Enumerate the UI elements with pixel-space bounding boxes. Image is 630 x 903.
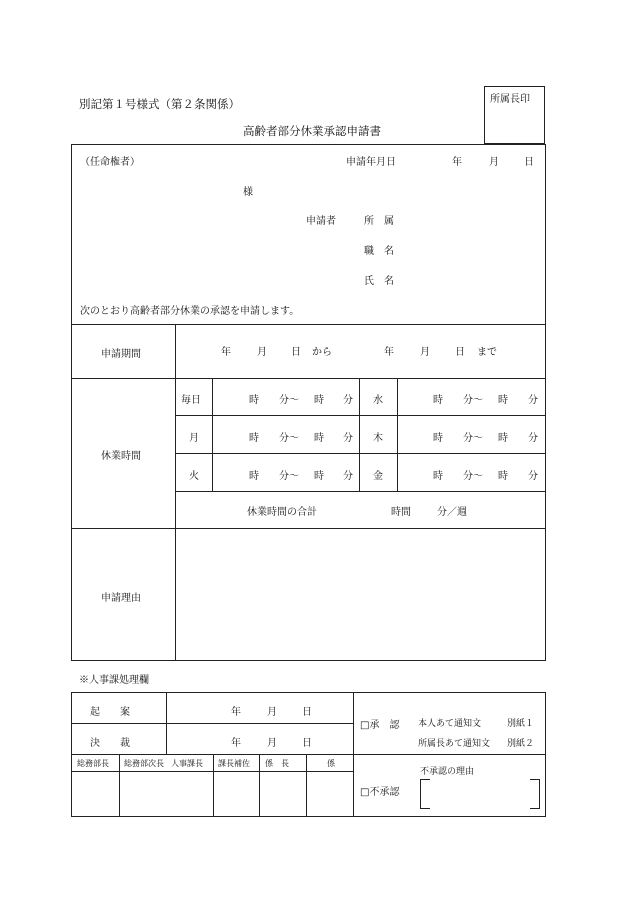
hours-label: 休業時間 <box>101 451 141 462</box>
date-label: 申請年月日 <box>346 157 396 168</box>
minute-to-unit: 分～ <box>279 433 299 444</box>
hour-unit: 時 <box>433 433 443 444</box>
total-per-week-unit: 分／週 <box>437 507 467 518</box>
divider <box>306 754 307 817</box>
hour-unit: 時 <box>498 395 508 406</box>
divider <box>71 754 546 755</box>
form-number: 別記第１号様式（第２条関係） <box>79 97 240 111</box>
honorific: 様 <box>243 187 253 198</box>
divider <box>71 771 353 772</box>
stamp-label: 所属長印 <box>490 94 530 105</box>
attachment-1: 別紙１ <box>507 719 535 729</box>
draft-month: 月 <box>267 707 277 718</box>
divider <box>71 723 353 724</box>
decision-label: 決 裁 <box>90 738 130 749</box>
period-start-year: 年 <box>221 347 231 358</box>
hour-unit: 時 <box>433 395 443 406</box>
divider <box>175 491 546 492</box>
period-end-year: 年 <box>384 347 394 358</box>
reason-label: 申請理由 <box>101 593 141 604</box>
decision-year: 年 <box>231 738 241 749</box>
minute-to-unit: 分～ <box>279 471 299 482</box>
divider <box>359 378 360 491</box>
approver-assistant-chief: 課長補佐 <box>218 759 250 768</box>
stamp-box <box>484 86 545 144</box>
approve-checkbox[interactable]: □承 認 <box>360 720 400 731</box>
approver-deputy-manager: 総務部次長 <box>124 759 164 768</box>
minute-unit: 分 <box>528 395 538 406</box>
approver-general-manager: 総務部長 <box>77 759 109 768</box>
day-friday: 金 <box>373 471 383 482</box>
divider <box>213 754 214 817</box>
reason-bracket-right <box>530 779 540 809</box>
date-day: 日 <box>524 157 534 168</box>
minute-unit: 分 <box>343 433 353 444</box>
disapprove-reason-label: 不承認の理由 <box>420 767 475 777</box>
page-title: 高齢者部分休業承認申請書 <box>243 124 381 138</box>
approver-hr-chief: 人事課長 <box>171 759 203 768</box>
period-start-month: 月 <box>257 347 267 358</box>
hour-unit: 時 <box>249 395 259 406</box>
divider <box>175 415 546 416</box>
reason-bracket-left <box>420 779 430 809</box>
divider <box>119 754 120 817</box>
period-start-day: 日 <box>291 347 301 358</box>
divider <box>71 324 546 325</box>
decision-day: 日 <box>302 738 312 749</box>
minute-unit: 分 <box>343 471 353 482</box>
date-month: 月 <box>489 157 499 168</box>
notice-head: 所属長あて通知文 <box>418 739 491 749</box>
period-until: まで <box>477 347 497 358</box>
draft-day: 日 <box>302 707 312 718</box>
hour-unit: 時 <box>498 433 508 444</box>
divider <box>175 453 546 454</box>
hour-unit: 時 <box>249 433 259 444</box>
hour-unit: 時 <box>249 471 259 482</box>
period-end-month: 月 <box>420 347 430 358</box>
day-monday: 月 <box>189 433 199 444</box>
minute-to-unit: 分～ <box>463 395 483 406</box>
applicant-label: 申請者 <box>306 216 336 227</box>
minute-unit: 分 <box>343 395 353 406</box>
hour-unit: 時 <box>498 471 508 482</box>
hr-section-label: ※人事課処理欄 <box>79 675 149 686</box>
request-statement: 次のとおり高齢者部分休業の承認を申請します。 <box>80 306 300 317</box>
day-wednesday: 水 <box>373 395 383 406</box>
draft-label: 起 案 <box>90 707 130 718</box>
day-thursday: 木 <box>373 433 383 444</box>
decision-month: 月 <box>267 738 277 749</box>
notice-self: 本人あて通知文 <box>418 719 482 729</box>
hour-unit: 時 <box>314 395 324 406</box>
minute-to-unit: 分～ <box>463 471 483 482</box>
hour-unit: 時 <box>314 433 324 444</box>
total-hours-unit: 時間 <box>391 507 411 518</box>
minute-to-unit: 分～ <box>279 395 299 406</box>
disapprove-checkbox[interactable]: □不承認 <box>360 787 400 798</box>
hour-unit: 時 <box>314 471 324 482</box>
day-tuesday: 火 <box>189 471 199 482</box>
affiliation-label: 所 属 <box>364 216 394 227</box>
approver-staff: 係 <box>327 759 335 768</box>
approver-section-chief: 係 長 <box>265 759 289 768</box>
authority-label: （任命権者） <box>80 157 140 168</box>
divider <box>71 528 546 529</box>
period-from: から <box>312 347 332 358</box>
minute-unit: 分 <box>528 433 538 444</box>
attachment-2: 別紙２ <box>507 739 535 749</box>
minute-unit: 分 <box>528 471 538 482</box>
divider <box>259 754 260 817</box>
divider <box>397 378 398 491</box>
name-label: 氏 名 <box>364 276 394 287</box>
total-hours-label: 休業時間の合計 <box>247 507 317 518</box>
date-year: 年 <box>452 157 462 168</box>
draft-year: 年 <box>231 707 241 718</box>
period-end-day: 日 <box>455 347 465 358</box>
hour-unit: 時 <box>433 471 443 482</box>
position-label: 職 名 <box>364 246 394 257</box>
period-label: 申請期間 <box>101 349 141 360</box>
day-everyday: 毎日 <box>181 395 201 406</box>
divider <box>175 324 176 661</box>
divider <box>71 378 546 379</box>
divider <box>212 378 213 491</box>
minute-to-unit: 分～ <box>463 433 483 444</box>
